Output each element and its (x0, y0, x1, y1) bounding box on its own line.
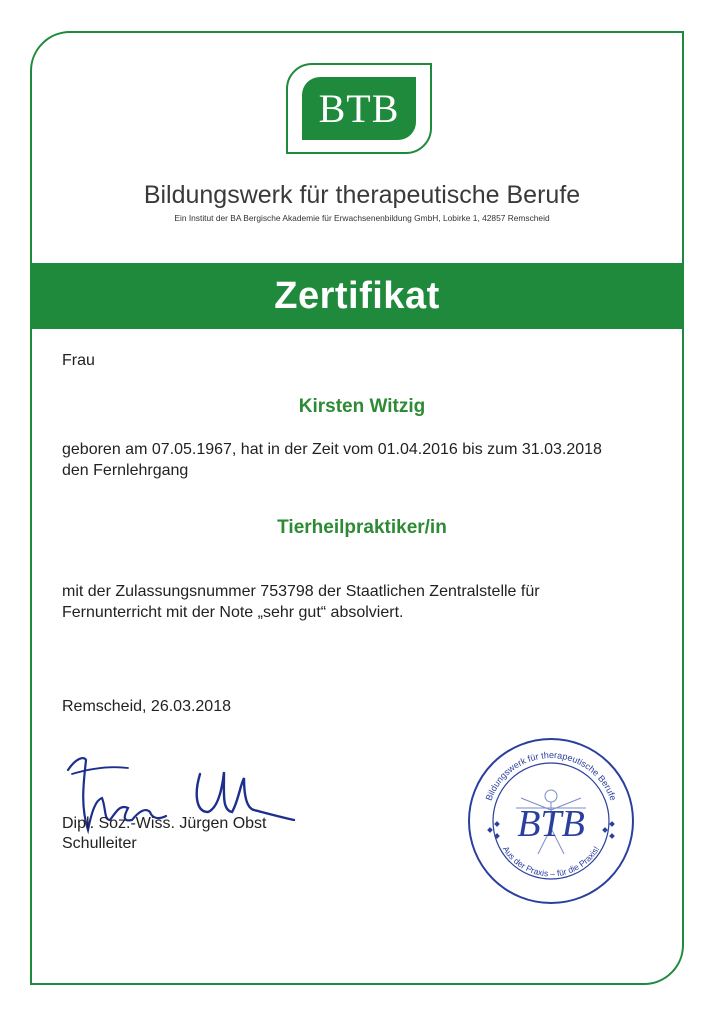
body-line-2: den Fernlehrgang (62, 462, 189, 479)
stamp-bottom-text: Aus der Praxis – für die Praxis! (500, 844, 602, 879)
btb-logo (286, 63, 432, 154)
logo-text: BTB (302, 77, 416, 140)
place-date: Remscheid, 26.03.2018 (62, 698, 231, 715)
signatory-name: Dipl. Soz.-Wiss. Jürgen Obst (62, 815, 267, 832)
course-name: Tierheilpraktiker/in (277, 517, 447, 538)
signatory-role: Schulleiter (62, 835, 137, 852)
svg-text:Bildungswerk für therapeutisch (484, 750, 619, 802)
svg-text:Aus der Praxis – für die Praxi (501, 844, 601, 878)
body-line-1: geboren am 07.05.1967, hat in der Zeit vom 01.04.2016 bis zum 31.03.2018 (62, 441, 602, 458)
recipient-name: Kirsten Witzig (298, 396, 426, 417)
school-stamp (466, 736, 636, 906)
body-line-3: mit der Zulassungsnummer 753798 der Staatlichen Zentralstelle für (62, 583, 540, 600)
organization-subline: Ein Institut der BA Bergische Akademie für Erwachsenenbildung GmbH, Lobirke 1, 42857 Remscheid (174, 213, 550, 223)
certificate-title: Zertifikat (274, 274, 440, 317)
title-band (30, 263, 684, 329)
salutation: Frau (62, 352, 95, 369)
stamp-center-text: BTB (517, 803, 585, 845)
stamp-top-text: Bildungswerk für therapeutische Berufe (483, 749, 619, 802)
organization-name: Bildungswerk für therapeutische Berufe (143, 181, 581, 209)
body-line-4: Fernunterricht mit der Note „sehr gut“ absolviert. (62, 604, 404, 621)
